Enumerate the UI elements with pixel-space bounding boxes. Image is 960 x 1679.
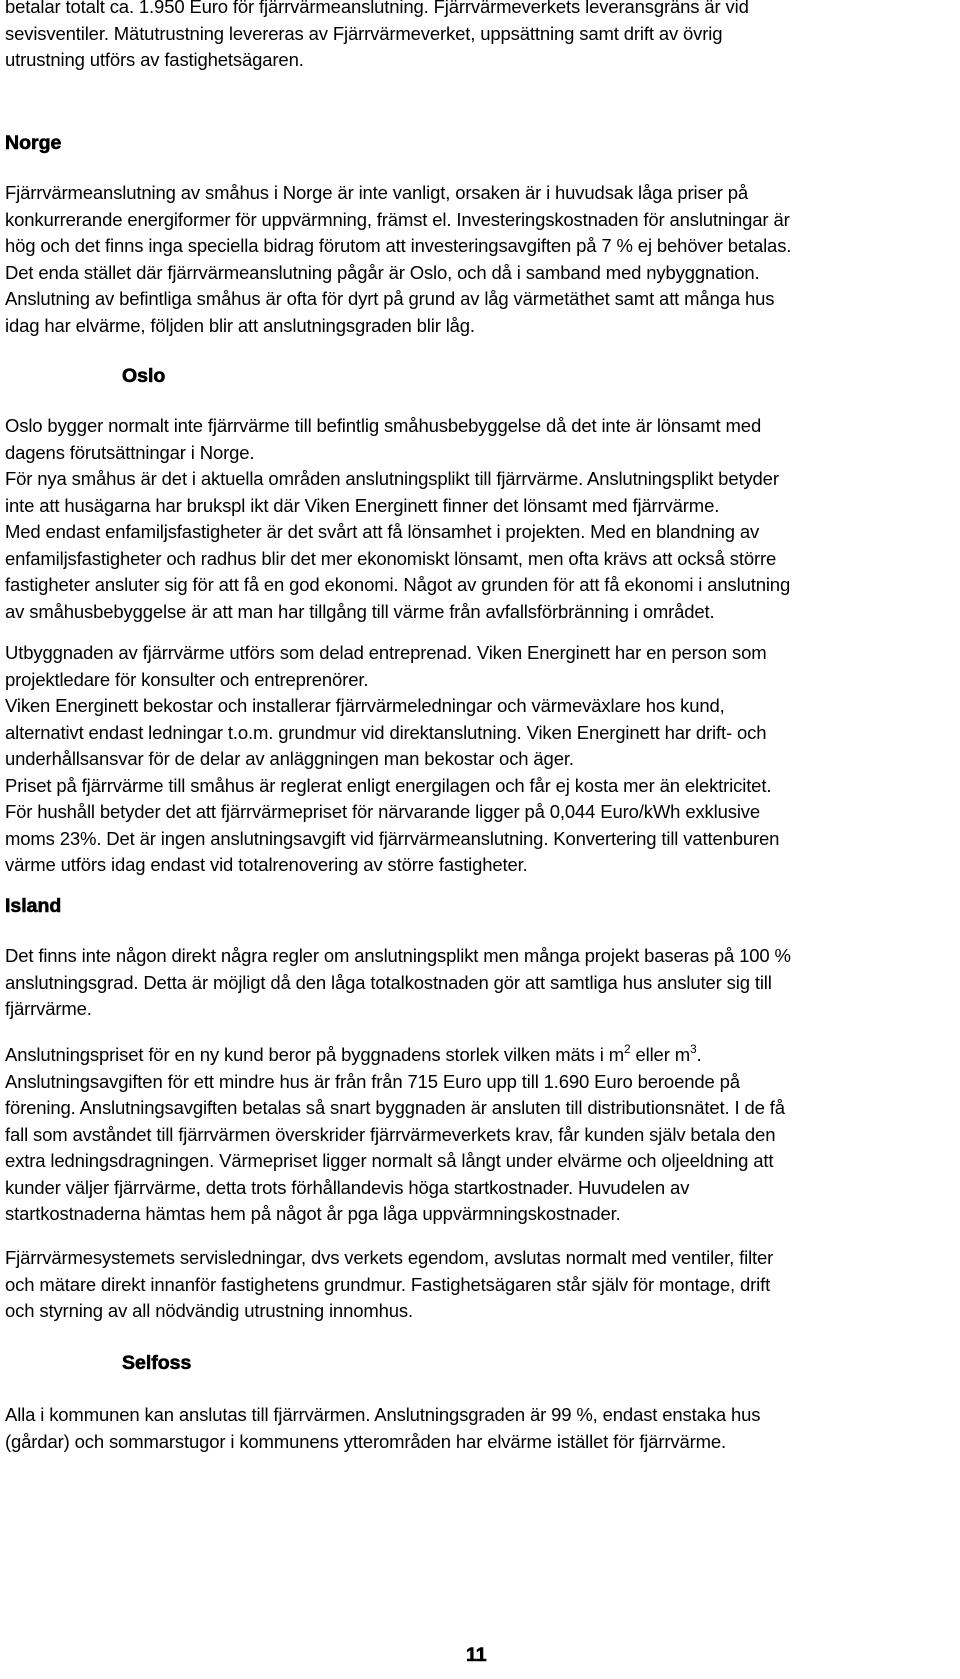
text-line — [5, 1042, 785, 1069]
text-line: Det finns inte någon direkt några regler om anslutningsplikt men många projekt baseras på 100 % — [5, 945, 791, 966]
text-line: Viken Energinett bekostar och installerar fjärrvärmeledningar och värmeväxlare hos kund, — [5, 695, 725, 716]
text-line: Priset på fjärrvärme till småhus är reglerat enligt energilagen och får ej kosta mer än elektricitet. — [5, 774, 772, 796]
text-line: utrustning utförs av fastighetsägaren. — [5, 49, 304, 70]
text-line: och styrning av all nödvändig utrustning innomhus. — [5, 1300, 413, 1321]
text-line: För hushåll betyder det att fjärrvärmepriset för närvarande ligger på 0,044 Euro/kWh exklusive — [5, 801, 761, 822]
text-line: Med endast enfamiljsfastigheter är det svårt att få lönsamhet i projekten. Med en blandning av — [5, 521, 760, 542]
text-line: kunder väljer fjärrvärme, detta trots förhållandevis höga startkostnader. Huvudelen av — [5, 1176, 690, 1198]
text-line: inte att husägarna har brukspl ikt där Viken Energinett finner det lönsamt med fjärrvärme. — [5, 494, 720, 516]
text-line: Fjärrvärmesystemets servisledningar, dvs verkets egendom, avslutas normalt med ventiler, filter — [5, 1247, 774, 1268]
text-line: och mätare direkt innanför fastighetens grundmur. Fastighetsägaren står själv för montage, drift — [5, 1273, 771, 1295]
superscript: 3 — [689, 1041, 697, 1056]
text-line: konkurrerande energiformer för uppvärmning, främst el. Investeringskostnaden för anslutningar är — [5, 208, 790, 230]
text-line: fall som avståndet till fjärrvärmen överskrider fjärrvärmeverkets krav, får kunden själv betala den — [5, 1123, 776, 1145]
section-heading-island: Island — [5, 895, 62, 917]
text-line: enfamiljsfastigheter och radhus blir det mer ekonomiskt lönsamt, men ofta krävs att också större — [5, 547, 777, 569]
text-line: (gårdar) och sommarstugor i kommunens ytterområden har elvärme istället för fjärrvärme. — [5, 1430, 727, 1452]
text-line: extra ledningsdragningen. Värmepriset ligger normalt så långt under elvärme och oljeeldning att — [5, 1150, 774, 1171]
intro-paragraph — [5, 0, 749, 74]
section-heading-oslo: Oslo — [122, 365, 166, 387]
text-line: förening. Anslutningsavgiften betalas så snart byggnaden är ansluten till distributionsnätet. I de få — [5, 1097, 785, 1118]
oslo-paragraph-1 — [5, 413, 790, 625]
text-line: idag har elvärme, följden blir att anslutningsgraden blir låg. — [5, 314, 475, 336]
island-paragraph-3 — [5, 1245, 773, 1325]
text-line: värme utförs idag endast vid totalrenovering av större fastigheter. — [5, 854, 528, 875]
norge-paragraph — [5, 180, 791, 339]
text-line: För nya småhus är det i aktuella områden anslutningsplikt till fjärrvärme. Anslutningsplikt betyder — [5, 468, 779, 489]
text-line: Oslo bygger normalt inte fjärrvärme till befintlig småhusbebyggelse då det inte är lönsamt med — [5, 415, 762, 436]
text-line: Alla i kommunen kan anslutas till fjärrvärmen. Anslutningsgraden är 99 %, endast enstaka hus — [5, 1404, 761, 1425]
text-fragment: eller m — [630, 1044, 690, 1065]
text-line: dagens förutsättningar i Norge. — [5, 441, 255, 463]
text-line: underhållsansvar för de delar av anläggningen man bekostar och äger. — [5, 748, 574, 769]
text-fragment: Anslutningspriset för en ny kund beror på byggnadens storlek vilken mäts i m — [5, 1044, 624, 1065]
text-line: av småhusbebyggelse är att man har tillgång till värme från avfallsförbränning i området. — [5, 600, 715, 622]
text-fragment: . — [696, 1044, 702, 1065]
text-line: Det enda stället där fjärrvärmeanslutning pågår är Oslo, och då i samband med nybyggnation. — [5, 261, 760, 283]
text-line: moms 23%. Det är ingen anslutningsavgift vid fjärrvärmeanslutning. Konvertering till vattenburen — [5, 827, 780, 849]
text-line: startkostnaderna hämtas hem på något år pga låga uppvärmningskostnader. — [5, 1203, 621, 1224]
text-line: hög och det finns inga speciella bidrag förutom att investeringsavgiften på 7 % ej behöver betalas. — [5, 235, 792, 256]
text-line: Anslutningsavgiften för ett mindre hus är från från 715 Euro upp till 1.690 Euro beroende på — [5, 1070, 740, 1092]
text-line: Anslutning av befintliga småhus är ofta för dyrt på grund av låg värmetäthet samt att många hus — [5, 288, 775, 309]
island-paragraph-2 — [5, 1042, 785, 1228]
section-heading-selfoss: Selfoss — [122, 1352, 192, 1374]
page-number: 11 — [466, 1644, 487, 1666]
section-heading-norge: Norge — [5, 132, 62, 154]
text-line: fjärrvärme. — [5, 998, 92, 1019]
text-line: fastigheter ansluter sig för att få en god ekonomi. Något av grunden för att få ekonomi i anslutning — [5, 574, 791, 595]
text-line: Utbyggnaden av fjärrvärme utförs som delad entreprenad. Viken Energinett har en person som — [5, 642, 767, 663]
superscript: 2 — [623, 1041, 631, 1056]
text-line: sevisventiler. Mätutrustning levereras av Fjärrvärmeverket, uppsättning samt drift av övrig — [5, 22, 723, 44]
selfoss-paragraph — [5, 1402, 760, 1455]
text-line: betalar totalt ca. 1.950 Euro för fjärrvärmeanslutning. Fjärrvärmeverkets leveransgräns är vid — [5, 0, 749, 17]
oslo-paragraph-2 — [5, 640, 779, 879]
text-line: anslutningsgrad. Detta är möjligt då den låga totalkostnaden gör att samtliga hus ansluter sig till — [5, 971, 772, 993]
text-line: Fjärrvärmeanslutning av småhus i Norge är inte vanligt, orsaken är i huvudsak låga priser på — [5, 182, 749, 203]
text-line: projektledare för konsulter och entreprenörer. — [5, 668, 369, 690]
island-paragraph-1 — [5, 943, 791, 1023]
text-line: alternativt endast ledningar t.o.m. grundmur vid direktanslutning. Viken Energinett har drift- och — [5, 721, 767, 743]
